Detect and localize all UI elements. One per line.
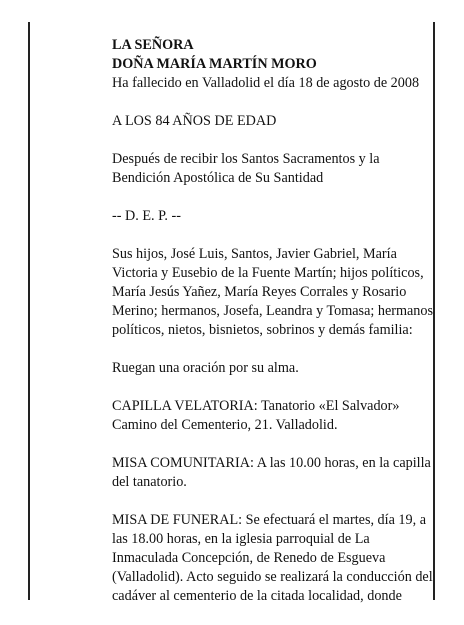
funeral-mass-paragraph: MISA DE FUNERAL: Se efectuará el martes, día 19, a las 18.00 horas, en la iglesia parroquial de La Inmaculada Concepción, de Renedo de Esgueva (Valladolid). Acto seguido se realizará la conducción del cadáver al cementerio de la citada localidad, donde: [112, 512, 433, 604]
age-line: A LOS 84 AÑOS DE EDAD: [112, 113, 277, 129]
rip-line: -- D. E. P. --: [112, 208, 181, 224]
left-border-rule: [28, 22, 30, 600]
death-line: Ha fallecido en Valladolid el día 18 de agosto de 2008: [112, 75, 420, 91]
family-paragraph: Sus hijos, José Luis, Santos, Javier Gabriel, María Victoria y Eusebio de la Fuente Martín; hijos políticos, María Jesús Yañez, María Reyes Corrales y Rosario Merino; hermanos, Josefa, Leandra y Tomasa; hermanos políticos, nietos, bisnietos, sobrinos y demás familia:: [112, 246, 434, 338]
obituary-notice: [112, 36, 434, 625]
prayer-line: Ruegan una oración por su alma.: [112, 360, 299, 376]
notice-title: LA SEÑORA: [112, 37, 194, 53]
sacraments-paragraph: Después de recibir los Santos Sacramentos y la Bendición Apostólica de Su Santidad: [112, 151, 380, 186]
chapel-paragraph: CAPILLA VELATORIA: Tanatorio «El Salvador» Camino del Cementerio, 21. Valladolid.: [112, 398, 400, 433]
community-mass-paragraph: MISA COMUNITARIA: A las 10.00 horas, en la capilla del tanatorio.: [112, 455, 431, 490]
deceased-name: DOÑA MARÍA MARTÍN MORO: [112, 56, 317, 72]
